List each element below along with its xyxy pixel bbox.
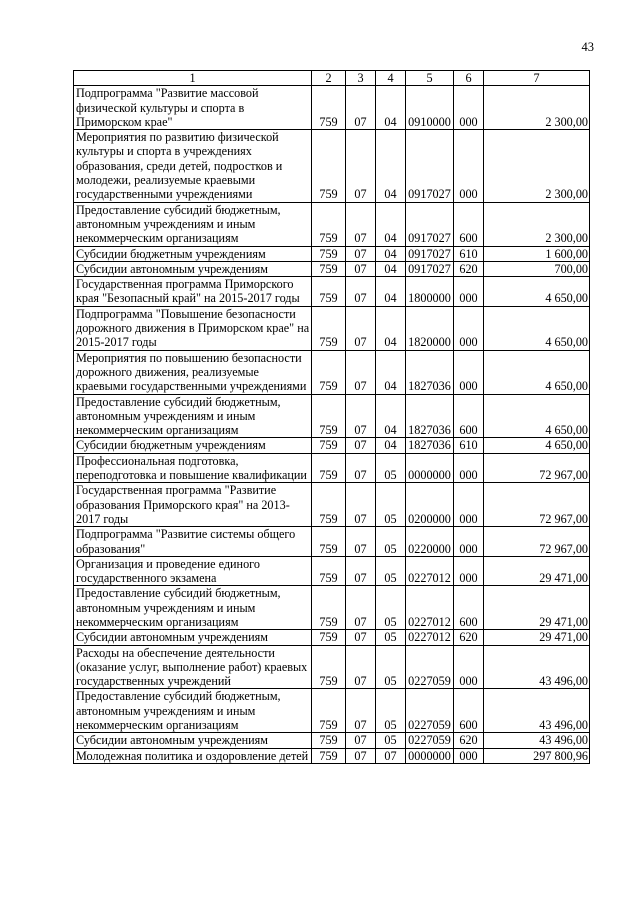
target-article-code: 1827036 xyxy=(406,394,454,438)
item-name: Субсидии автономным учреждениям xyxy=(74,261,312,276)
target-article-code: 0917027 xyxy=(406,202,454,246)
admin-code: 759 xyxy=(312,202,346,246)
item-name: Государственная программа Приморского края "Безопасный край" на 2015-2017 годы xyxy=(74,277,312,307)
amount: 4 650,00 xyxy=(484,394,590,438)
amount: 4 650,00 xyxy=(484,306,590,350)
item-name: Субсидии автономным учреждениям xyxy=(74,733,312,748)
item-name: Молодежная политика и оздоровление детей xyxy=(74,748,312,763)
table-row xyxy=(74,689,590,733)
expense-type-code: 000 xyxy=(454,527,484,557)
section-code: 07 xyxy=(346,261,376,276)
admin-code: 759 xyxy=(312,527,346,557)
subsection-code: 04 xyxy=(376,261,406,276)
table-row xyxy=(74,556,590,586)
expense-type-code: 000 xyxy=(454,483,484,527)
subsection-code: 05 xyxy=(376,556,406,586)
item-name: Мероприятия по повышению безопасности дорожного движения, реализуемые краевыми государственными учреждениями xyxy=(74,350,312,394)
table-row xyxy=(74,202,590,246)
table-row xyxy=(74,86,590,130)
section-code: 07 xyxy=(346,350,376,394)
page-number: 43 xyxy=(581,40,594,54)
table-row xyxy=(74,261,590,276)
target-article-code: 1820000 xyxy=(406,306,454,350)
column-header: 2 xyxy=(312,71,346,86)
admin-code: 759 xyxy=(312,130,346,202)
header-row xyxy=(74,71,590,86)
amount: 72 967,00 xyxy=(484,483,590,527)
amount: 29 471,00 xyxy=(484,630,590,645)
column-header: 3 xyxy=(346,71,376,86)
amount: 29 471,00 xyxy=(484,556,590,586)
subsection-code: 04 xyxy=(376,202,406,246)
item-name: Подпрограмма "Развитие массовой физической культуры и спорта в Приморском крае" xyxy=(74,86,312,130)
subsection-code: 05 xyxy=(376,689,406,733)
item-name: Организация и проведение единого государственного экзамена xyxy=(74,556,312,586)
subsection-code: 05 xyxy=(376,733,406,748)
target-article-code: 1827036 xyxy=(406,438,454,453)
section-code: 07 xyxy=(346,202,376,246)
table-row xyxy=(74,350,590,394)
amount: 4 650,00 xyxy=(484,438,590,453)
section-code: 07 xyxy=(346,748,376,763)
admin-code: 759 xyxy=(312,733,346,748)
section-code: 07 xyxy=(346,586,376,630)
expense-type-code: 000 xyxy=(454,86,484,130)
item-name: Субсидии бюджетным учреждениям xyxy=(74,438,312,453)
table-row xyxy=(74,438,590,453)
column-header: 6 xyxy=(454,71,484,86)
subsection-code: 04 xyxy=(376,277,406,307)
table-row xyxy=(74,130,590,202)
table-row xyxy=(74,733,590,748)
expense-type-code: 000 xyxy=(454,748,484,763)
target-article-code: 0227012 xyxy=(406,556,454,586)
target-article-code: 0220000 xyxy=(406,527,454,557)
target-article-code: 1800000 xyxy=(406,277,454,307)
amount: 43 496,00 xyxy=(484,689,590,733)
section-code: 07 xyxy=(346,733,376,748)
table-row xyxy=(74,246,590,261)
amount: 4 650,00 xyxy=(484,350,590,394)
amount: 1 600,00 xyxy=(484,246,590,261)
expense-type-code: 000 xyxy=(454,556,484,586)
amount: 700,00 xyxy=(484,261,590,276)
item-name: Расходы на обеспечение деятельности (оказание услуг, выполнение работ) краевых государственных учреждений xyxy=(74,645,312,689)
admin-code: 759 xyxy=(312,350,346,394)
item-name: Предоставление субсидий бюджетным, автономным учреждениям и иным некоммерческим организациям xyxy=(74,394,312,438)
section-code: 07 xyxy=(346,86,376,130)
subsection-code: 04 xyxy=(376,130,406,202)
expense-type-code: 600 xyxy=(454,202,484,246)
admin-code: 759 xyxy=(312,306,346,350)
admin-code: 759 xyxy=(312,586,346,630)
amount: 4 650,00 xyxy=(484,277,590,307)
target-article-code: 0227059 xyxy=(406,645,454,689)
section-code: 07 xyxy=(346,689,376,733)
target-article-code: 0917027 xyxy=(406,261,454,276)
section-code: 07 xyxy=(346,438,376,453)
expense-type-code: 000 xyxy=(454,453,484,483)
expense-type-code: 000 xyxy=(454,277,484,307)
admin-code: 759 xyxy=(312,453,346,483)
item-name: Подпрограмма "Повышение безопасности дорожного движения в Приморском крае" на 2015-2017 годы xyxy=(74,306,312,350)
item-name: Предоставление субсидий бюджетным, автономным учреждениям и иным некоммерческим организациям xyxy=(74,202,312,246)
table-row xyxy=(74,630,590,645)
item-name: Предоставление субсидий бюджетным, автономным учреждениям и иным некоммерческим организациям xyxy=(74,689,312,733)
admin-code: 759 xyxy=(312,689,346,733)
budget-table xyxy=(73,70,590,764)
item-name: Субсидии бюджетным учреждениям xyxy=(74,246,312,261)
table-row xyxy=(74,748,590,763)
expense-type-code: 600 xyxy=(454,586,484,630)
section-code: 07 xyxy=(346,645,376,689)
expense-type-code: 620 xyxy=(454,261,484,276)
section-code: 07 xyxy=(346,527,376,557)
expense-type-code: 000 xyxy=(454,306,484,350)
admin-code: 759 xyxy=(312,86,346,130)
subsection-code: 04 xyxy=(376,86,406,130)
target-article-code: 0227012 xyxy=(406,586,454,630)
column-header: 5 xyxy=(406,71,454,86)
amount: 2 300,00 xyxy=(484,86,590,130)
amount: 43 496,00 xyxy=(484,733,590,748)
admin-code: 759 xyxy=(312,261,346,276)
subsection-code: 04 xyxy=(376,306,406,350)
section-code: 07 xyxy=(346,630,376,645)
target-article-code: 0200000 xyxy=(406,483,454,527)
subsection-code: 05 xyxy=(376,586,406,630)
amount: 2 300,00 xyxy=(484,130,590,202)
subsection-code: 07 xyxy=(376,748,406,763)
subsection-code: 04 xyxy=(376,350,406,394)
expense-type-code: 620 xyxy=(454,630,484,645)
section-code: 07 xyxy=(346,453,376,483)
section-code: 07 xyxy=(346,277,376,307)
expense-type-code: 620 xyxy=(454,733,484,748)
admin-code: 759 xyxy=(312,556,346,586)
expense-type-code: 610 xyxy=(454,246,484,261)
item-name: Профессиональная подготовка, переподготовка и повышение квалификации xyxy=(74,453,312,483)
target-article-code: 0227059 xyxy=(406,689,454,733)
column-header: 1 xyxy=(74,71,312,86)
amount: 29 471,00 xyxy=(484,586,590,630)
section-code: 07 xyxy=(346,483,376,527)
table-row xyxy=(74,483,590,527)
column-header: 4 xyxy=(376,71,406,86)
expense-type-code: 610 xyxy=(454,438,484,453)
expense-type-code: 600 xyxy=(454,394,484,438)
item-name: Государственная программа "Развитие образования Приморского края" на 2013-2017 годы xyxy=(74,483,312,527)
table-row xyxy=(74,586,590,630)
target-article-code: 0910000 xyxy=(406,86,454,130)
table-row xyxy=(74,277,590,307)
subsection-code: 04 xyxy=(376,394,406,438)
target-article-code: 0000000 xyxy=(406,748,454,763)
section-code: 07 xyxy=(346,394,376,438)
item-name: Мероприятия по развитию физической культуры и спорта в учреждениях образования, среди детей, подростков и молодежи, реализуемые краевыми государственными учреждениями xyxy=(74,130,312,202)
amount: 72 967,00 xyxy=(484,453,590,483)
column-header: 7 xyxy=(484,71,590,86)
table-row xyxy=(74,394,590,438)
section-code: 07 xyxy=(346,306,376,350)
admin-code: 759 xyxy=(312,394,346,438)
admin-code: 759 xyxy=(312,483,346,527)
section-code: 07 xyxy=(346,556,376,586)
table-row xyxy=(74,453,590,483)
target-article-code: 0917027 xyxy=(406,246,454,261)
expense-type-code: 000 xyxy=(454,645,484,689)
amount: 2 300,00 xyxy=(484,202,590,246)
subsection-code: 05 xyxy=(376,645,406,689)
target-article-code: 0000000 xyxy=(406,453,454,483)
subsection-code: 05 xyxy=(376,527,406,557)
subsection-code: 05 xyxy=(376,630,406,645)
expense-type-code: 000 xyxy=(454,130,484,202)
admin-code: 759 xyxy=(312,277,346,307)
section-code: 07 xyxy=(346,130,376,202)
admin-code: 759 xyxy=(312,748,346,763)
table-row xyxy=(74,527,590,557)
subsection-code: 04 xyxy=(376,438,406,453)
section-code: 07 xyxy=(346,246,376,261)
subsection-code: 05 xyxy=(376,483,406,527)
subsection-code: 05 xyxy=(376,453,406,483)
admin-code: 759 xyxy=(312,438,346,453)
item-name: Предоставление субсидий бюджетным, автономным учреждениям и иным некоммерческим организациям xyxy=(74,586,312,630)
target-article-code: 0227059 xyxy=(406,733,454,748)
table-row xyxy=(74,306,590,350)
target-article-code: 0917027 xyxy=(406,130,454,202)
target-article-code: 0227012 xyxy=(406,630,454,645)
amount: 72 967,00 xyxy=(484,527,590,557)
admin-code: 759 xyxy=(312,645,346,689)
table-row xyxy=(74,645,590,689)
item-name: Субсидии автономным учреждениям xyxy=(74,630,312,645)
expense-type-code: 000 xyxy=(454,350,484,394)
amount: 43 496,00 xyxy=(484,645,590,689)
amount: 297 800,96 xyxy=(484,748,590,763)
item-name: Подпрограмма "Развитие системы общего образования" xyxy=(74,527,312,557)
admin-code: 759 xyxy=(312,246,346,261)
admin-code: 759 xyxy=(312,630,346,645)
target-article-code: 1827036 xyxy=(406,350,454,394)
subsection-code: 04 xyxy=(376,246,406,261)
expense-type-code: 600 xyxy=(454,689,484,733)
